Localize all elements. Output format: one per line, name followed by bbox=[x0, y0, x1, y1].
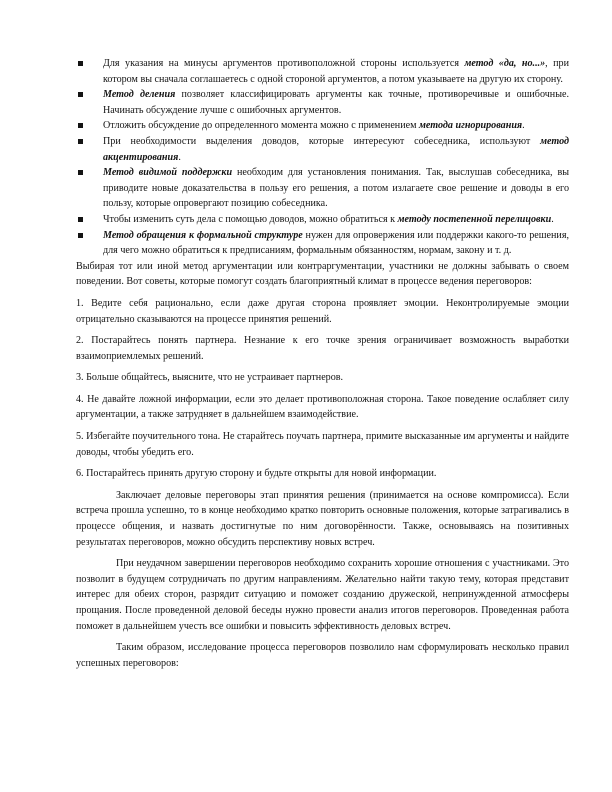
body-paragraph: При неудачном завершении переговоров необходимо сохранить хорошие отношения с участниками. Это позволит в будущем сотрудничать по другим направлениям. Желательно найти такую тему, которая представит интерес для обеих сторон, разрядит ситуацию и поможет созданию дружеской, непринужденной атмосферы прощания. После проведенной деловой беседы нужно провести анализ итогов переговоров. Проведенная работа поможет в дальнейшем учесть все ошибки и повысить эффективность деловых встреч. bbox=[76, 558, 569, 632]
bullet-square-icon bbox=[78, 233, 83, 238]
bullet-square-icon bbox=[78, 170, 83, 175]
document-page bbox=[76, 56, 569, 671]
tip-item: 5. Избегайте поучительного тона. Не старайтесь поучать партнера, примите высказанные им аргументы и найдите доводы, чтобы убедить его. bbox=[76, 431, 569, 458]
body-paragraph: Таким образом, исследование процесса переговоров позволило нам сформулировать несколько правил успешных переговоров: bbox=[76, 642, 569, 669]
list-item: Метод видимой поддержки необходим для установления понимания. Так, выслушав собеседника, вы приводите новые доказательства в пользу его решения, а потом излагаете свое решение и доводы в его пользу, которые опровергают позицию собеседника. bbox=[76, 165, 569, 212]
list-item: Чтобы изменить суть дела с помощью доводов, можно обратиться к методу постепенной перелицовки. bbox=[76, 212, 569, 228]
tip-item: 2. Постарайтесь понять партнера. Незнание к его точке зрения ограничивает возможность выработки взаимоприемлемых решений. bbox=[76, 335, 569, 362]
bullet-square-icon bbox=[78, 92, 83, 97]
list-item: Метод деления позволяет классифицировать аргументы как точные, противоречивые и ошибочные. Начинать обсуждение лучше с ошибочных аргументов. bbox=[76, 87, 569, 118]
intro-paragraph: Выбирая тот или иной метод аргументации или контраргументации, участники не должны забывать о своем поведении. Вот советы, которые помогут создать благоприятный климат в процессе ведения переговоров: bbox=[76, 260, 569, 288]
list-item: Для указания на минусы аргументов противоположной стороны используется метод «да, но...», при котором вы сначала соглашаетесь с одной стороной аргументов, а потом указываете на другую их сторону. bbox=[76, 56, 569, 87]
list-item: Метод обращения к формальной структуре нужен для опровержения или поддержки какого-то решения, для чего можно обратиться к предписаниям, формальным обязанностям, нормам, закону и т. д. bbox=[76, 228, 569, 259]
tip-item: 3. Больше общайтесь, выясните, что не устраивает партнеров. bbox=[76, 372, 344, 384]
bullet-square-icon bbox=[78, 123, 83, 128]
list-item: Отложить обсуждение до определенного момента можно с применением метода игнорирования. bbox=[76, 118, 569, 134]
bullet-square-icon bbox=[78, 61, 83, 66]
body-paragraph: Заключает деловые переговоры этап принятия решения (принимается на основе компромисса). Если встреча прошла успешно, то в конце необходимо кратко повторить основные положения, которые затрагивались в процессе общения, и назвать достигнутые по ним договорённости. Также, основываясь на позитивных результатах переговоров, можно обсудить перспективу новых встреч. bbox=[76, 489, 569, 548]
tip-item: 4. Не давайте ложной информации, если это делает противоположная сторона. Такое поведение ослабляет силу аргументации, а также затрудняет в дальнейшем взаимодействие. bbox=[76, 393, 569, 421]
bullet-square-icon bbox=[78, 217, 83, 222]
bullet-square-icon bbox=[78, 139, 83, 144]
tip-item: 6. Постарайтесь принять другую сторону и будьте открыты для новой информации. bbox=[76, 468, 437, 480]
methods-list bbox=[76, 56, 569, 259]
list-item: При необходимости выделения доводов, которые интересуют собеседника, используют метод акцентирования. bbox=[76, 134, 569, 165]
tip-item: 1. Ведите себя рационально, если даже другая сторона проявляет эмоции. Неконтролируемые эмоции отрицательно сказываются на процессе принятия решений. bbox=[76, 297, 569, 325]
